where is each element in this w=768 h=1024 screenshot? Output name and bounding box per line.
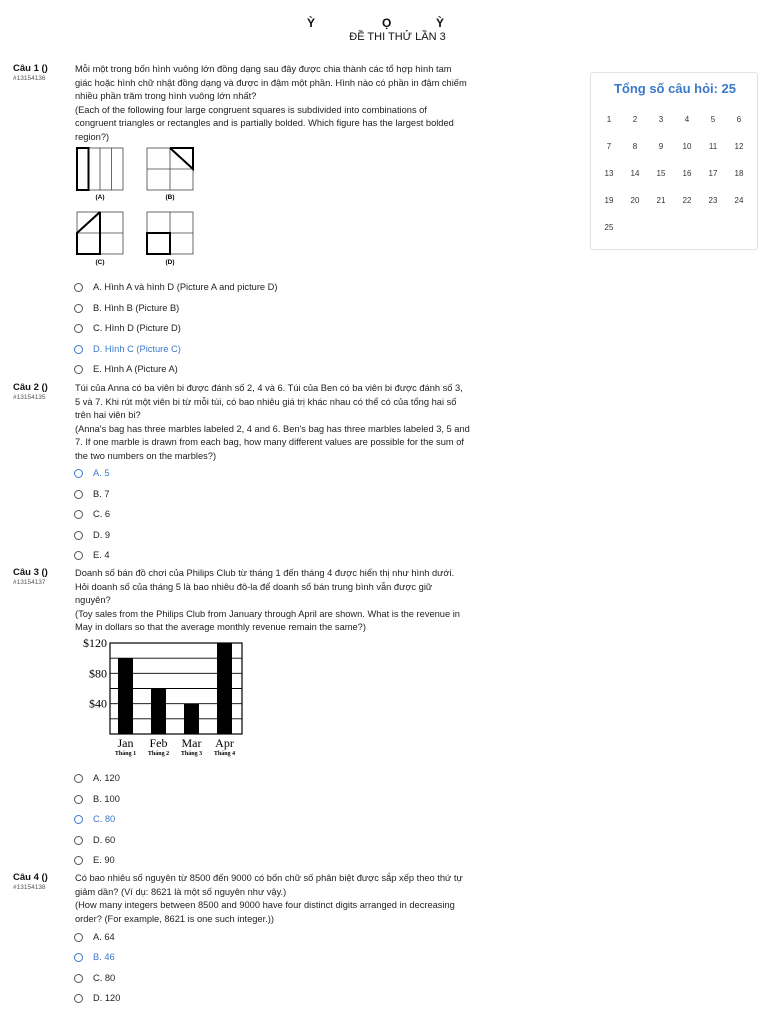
option-b[interactable] (74, 487, 110, 501)
question-nav-item-11[interactable]: 11 (708, 141, 718, 151)
header-glyphs (0, 16, 768, 30)
radio-button[interactable] (74, 795, 83, 804)
question-nav-item-1[interactable]: 1 (606, 114, 612, 124)
squares-figure (74, 147, 204, 271)
question-text-en: (Anna's bag has three marbles labeled 2, 4 and 6. Ben's bag has three marbles labeled 3, 5 and 7. If one marble is drawn from each bag, how many different values are possible for the sum of the two numbers on the marbles?) (75, 423, 470, 461)
bar-jan (118, 658, 133, 734)
x-tick-sublabel: Tháng 3 (180, 751, 203, 757)
option-label: D. 120 (93, 993, 121, 1003)
question-nav-item-8[interactable]: 8 (632, 141, 638, 151)
figure-label: (B) (165, 194, 175, 201)
figure-label: (A) (95, 194, 105, 201)
question-label: Câu 2 () (13, 382, 48, 393)
radio-button[interactable] (74, 551, 83, 560)
option-label: B. 100 (93, 794, 120, 804)
bar-apr (217, 643, 232, 734)
option-e[interactable] (74, 548, 110, 562)
radio-button[interactable] (74, 994, 83, 1003)
question-id: #13154137 (13, 579, 46, 586)
option-a[interactable] (74, 930, 115, 944)
question-nav-item-14[interactable]: 14 (630, 168, 640, 178)
question-text (75, 382, 470, 464)
header-glyph: Ọ (382, 16, 392, 30)
question-text-vi: Túi của Anna có ba viên bi được đánh số 2, 4 và 6. Túi của Ben có ba viên bi được đánh số 3, 5 và 7. Khi rút một viên bi từ mỗi túi, có bao nhiêu giá trị khác nhau có thể có của tổng hai số trên hai viên bi? (75, 383, 463, 421)
option-a[interactable] (74, 280, 278, 294)
figure-b (147, 148, 193, 190)
option-a[interactable] (74, 466, 110, 480)
question-text-en: (How many integers between 8500 and 9000 have four distinct digits arranged in decreasing order? (For example, 8621 is one such integer.)) (75, 900, 455, 924)
question-nav-item-20[interactable]: 20 (630, 195, 640, 205)
radio-button[interactable] (74, 974, 83, 983)
option-a[interactable] (74, 771, 120, 785)
question-id: #13154135 (13, 394, 46, 401)
question-nav-item-12[interactable]: 12 (734, 141, 744, 151)
question-text-vi: Có bao nhiêu số nguyên từ 8500 đến 9000 có bốn chữ số phân biệt được sắp xếp theo thứ tự giảm dần? (Ví dụ: 8621 là một số nguyên như vậy.) (75, 873, 463, 897)
question-nav-item-5[interactable]: 5 (710, 114, 716, 124)
option-c[interactable] (74, 812, 115, 826)
y-tick-label: $80 (89, 666, 107, 681)
radio-button[interactable] (74, 345, 83, 354)
option-c[interactable] (74, 507, 110, 521)
radio-button[interactable] (74, 324, 83, 333)
radio-button[interactable] (74, 304, 83, 313)
question-nav-item-3[interactable]: 3 (658, 114, 664, 124)
radio-button[interactable] (74, 836, 83, 845)
x-tick-sublabel: Tháng 4 (213, 751, 236, 757)
question-nav-item-10[interactable]: 10 (682, 141, 692, 151)
question-4 (0, 872, 580, 1012)
header-glyph: Ỳ (307, 16, 316, 30)
option-label: D. 9 (93, 530, 111, 540)
option-label: B. Hình B (Picture B) (93, 303, 180, 313)
radio-button[interactable] (74, 283, 83, 292)
radio-button[interactable] (74, 774, 83, 783)
option-label: B. 7 (93, 489, 110, 499)
question-2 (0, 382, 580, 567)
x-tick-sublabel: Tháng 1 (114, 751, 137, 757)
question-nav-item-21[interactable]: 21 (656, 195, 666, 205)
radio-button[interactable] (74, 365, 83, 374)
question-3 (0, 567, 580, 872)
x-tick-label: Apr (215, 736, 234, 750)
figure-label: (C) (95, 259, 105, 266)
question-text-en: (Toy sales from the Philips Club from January through April are shown. What is the revenue in May in dollars so that the average monthly revenue remain the same?) (75, 608, 460, 633)
radio-button[interactable] (74, 510, 83, 519)
figure-label: (D) (165, 259, 175, 266)
option-b[interactable] (74, 301, 179, 315)
question-nav-item-19[interactable]: 19 (604, 195, 614, 205)
radio-button[interactable] (74, 490, 83, 499)
question-1 (0, 63, 580, 383)
question-id: #13154136 (13, 75, 46, 82)
figure-d (147, 212, 193, 254)
question-nav-item-7[interactable]: 7 (606, 141, 612, 151)
x-tick-sublabel: Tháng 2 (147, 751, 170, 757)
question-nav-item-15[interactable]: 15 (656, 168, 666, 178)
option-label: C. 6 (93, 509, 111, 519)
question-nav-item-22[interactable]: 22 (682, 195, 692, 205)
option-label: D. Hình C (Picture C) (93, 344, 181, 354)
option-label: D. 60 (93, 835, 116, 845)
option-d[interactable] (74, 528, 110, 542)
header-glyph: Ỳ (436, 16, 445, 30)
option-e[interactable] (74, 362, 178, 376)
radio-button[interactable] (74, 815, 83, 824)
question-text (75, 872, 470, 926)
figure-c (77, 212, 123, 254)
option-label: C. Hình D (Picture D) (93, 323, 181, 333)
question-label: Câu 3 () (13, 567, 48, 578)
question-nav-item-18[interactable]: 18 (734, 168, 744, 178)
question-label: Câu 4 () (13, 872, 48, 883)
option-d[interactable] (74, 833, 115, 847)
option-label: C. 80 (93, 973, 116, 983)
option-d[interactable] (74, 342, 181, 356)
option-label: B. 46 (93, 952, 115, 962)
question-nav-item-16[interactable]: 16 (682, 168, 692, 178)
radio-button[interactable] (74, 933, 83, 942)
x-tick-label: Jan (117, 736, 134, 750)
option-label: A. Hình A và hình D (Picture A and picture D) (93, 282, 278, 292)
question-nav-item-23[interactable]: 23 (708, 195, 718, 205)
question-label: Câu 1 () (13, 63, 48, 74)
figure-a (77, 148, 123, 190)
question-text-vi: Doanh số bán đồ chơi của Philips Club từ tháng 1 đến tháng 4 được hiển thị như hình dưới. Hỏi doanh số của tháng 5 là bao nhiêu đô-la để doanh số bán trung bình vẫn được giữ nguyên? (75, 568, 455, 606)
question-nav-item-4[interactable]: 4 (684, 114, 690, 124)
radio-button[interactable] (74, 469, 83, 478)
option-label: E. 90 (93, 855, 115, 865)
question-nav-item-9[interactable]: 9 (658, 141, 664, 151)
question-nav-item-6[interactable]: 6 (736, 114, 742, 124)
radio-button[interactable] (74, 531, 83, 540)
x-tick-label: Mar (181, 736, 202, 750)
question-count-title: Tổng số câu hỏi: 25 (613, 81, 737, 96)
question-id: #13154138 (13, 884, 46, 891)
question-text (75, 567, 470, 635)
option-label: E. 4 (93, 550, 110, 560)
page-title: ĐỀ THI THỬ LẦN 3 (349, 31, 446, 43)
option-b[interactable] (74, 792, 120, 806)
sales-bar-chart (74, 637, 254, 762)
question-nav-item-24[interactable]: 24 (734, 195, 744, 205)
option-label: A. 64 (93, 932, 115, 942)
option-c[interactable] (74, 971, 115, 985)
radio-button[interactable] (74, 953, 83, 962)
question-text-en: (Each of the following four large congruent squares is subdivided into combinations of congruent triangles or rectangles and is partially bolded. Which figure has the largest bolded region?) (75, 104, 454, 142)
y-tick-label: $40 (89, 696, 107, 711)
y-tick-label: $120 (83, 637, 107, 650)
option-label: C. 80 (93, 814, 116, 824)
question-nav-item-2[interactable]: 2 (632, 114, 638, 124)
question-nav-item-13[interactable]: 13 (604, 168, 614, 178)
option-label: E. Hình A (Picture A) (93, 364, 178, 374)
question-text (75, 63, 470, 145)
option-d[interactable] (74, 991, 120, 1005)
option-e[interactable] (74, 853, 115, 867)
option-label: A. 5 (93, 468, 110, 478)
radio-button[interactable] (74, 856, 83, 865)
bar-feb (151, 689, 166, 735)
question-nav-item-25[interactable]: 25 (604, 222, 614, 232)
option-b[interactable] (74, 950, 115, 964)
question-text-vi: Mỗi một trong bốn hình vuông lớn đồng dạng sau đây được chia thành các tổ hợp hình tam giác hoặc hình chữ nhật đồng dạng và được in đậm một phần. Hình nào có phần in đậm chiếm nhiều phần trăm trong hình vuông lớn nhất? (75, 64, 467, 102)
bar-mar (184, 704, 199, 734)
option-label: A. 120 (93, 773, 120, 783)
question-nav-item-17[interactable]: 17 (708, 168, 718, 178)
x-tick-label: Feb (149, 736, 168, 750)
option-c[interactable] (74, 321, 181, 335)
question-nav-panel (590, 72, 758, 250)
